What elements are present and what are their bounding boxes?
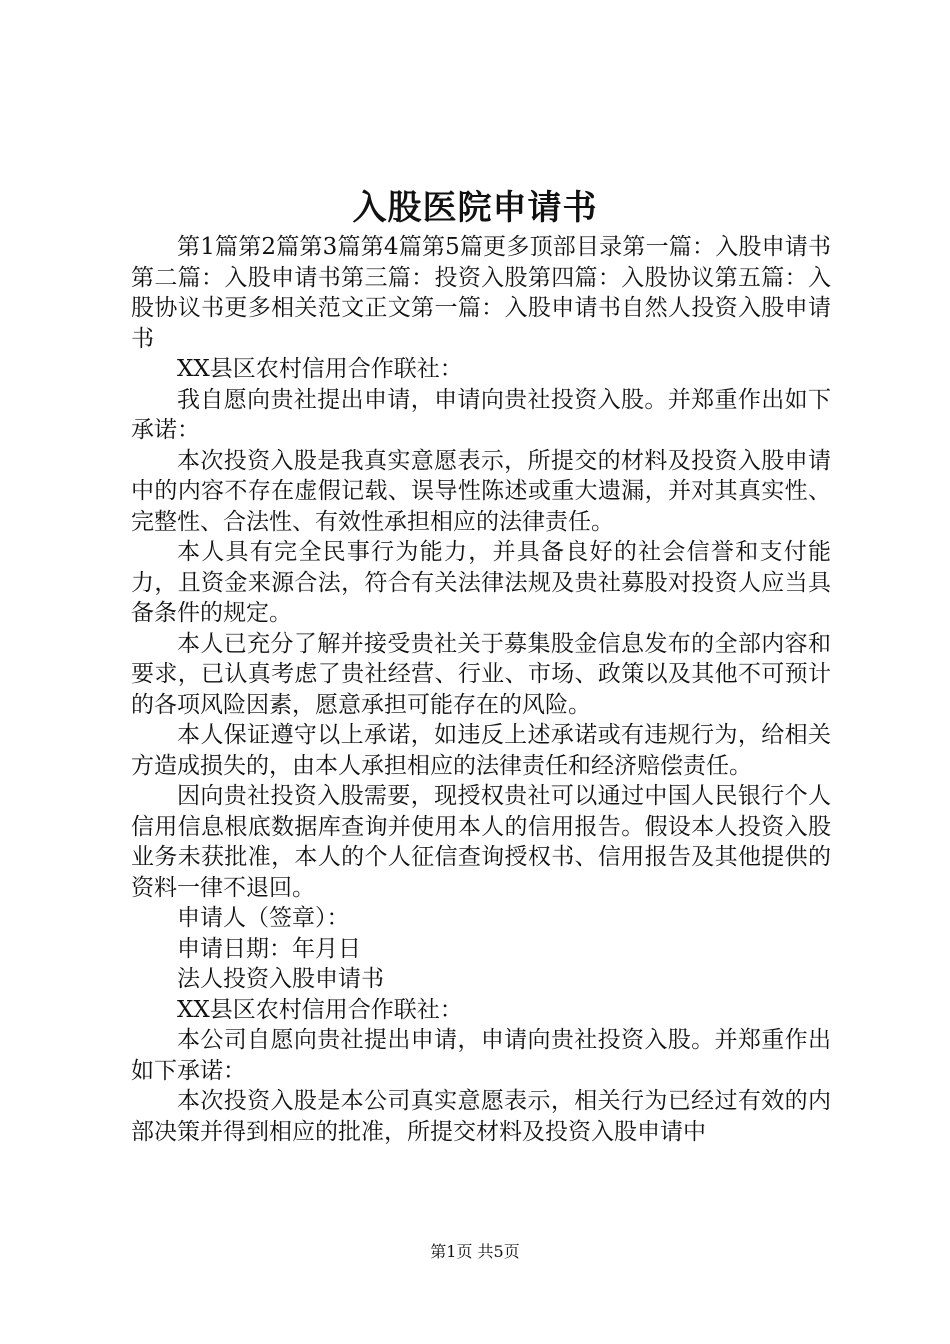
paragraph-commitment-1: 本次投资入股是我真实意愿表示，所提交的材料及投资入股申请中的内容不存在虚假记载、误导性陈述或重大遗漏，并对其真实性、完整性、合法性、有效性承担相应的法律责任。 xyxy=(131,447,831,535)
paragraph-authorization: 因向贵社投资入股需要，现授权贵社可以通过中国人民银行个人信用信息根底数据库查询并使用本人的信用报告。假设本人投资入股业务未获批准，本人的个人征信查询授权书、信用报告及其他提供的资料一律不退回。 xyxy=(131,783,831,901)
document-title: 入股医院申请书 xyxy=(352,188,598,228)
paragraph-application: 我自愿向贵社提出申请，申请向贵社投资入股。并郑重作出如下承诺： xyxy=(131,386,831,443)
paragraph-addressee-2: XX县区农村信用合作联社： xyxy=(177,996,463,1023)
paragraph-addressee: XX县区农村信用合作联社： xyxy=(177,356,463,382)
paragraph-commitment-4: 本人保证遵守以上承诺，如违反上述承诺或有违规行为，给相关方造成损失的，由本人承担相应的法律责任和经济赔偿责任。 xyxy=(131,722,831,779)
paragraph-commitment-2: 本人具有完全民事行为能力，并具备良好的社会信誉和支付能力，且资金来源合法，符合有关法律法规及贵社募股对投资人应当具备条件的规定。 xyxy=(131,539,831,626)
paragraph-section-heading: 法人投资入股申请书 xyxy=(177,966,384,992)
paragraph-company-application: 本公司自愿向贵社提出申请，申请向贵社投资入股。并郑重作出如下承诺： xyxy=(131,1027,831,1084)
paragraph-company-commitment: 本次投资入股是本公司真实意愿表示，相关行为已经过有效的内部决策并得到相应的批准，所提交材料及投资入股申请中 xyxy=(131,1088,831,1145)
paragraph-applicant-signature: 申请人（签章）： xyxy=(177,905,350,931)
document-body xyxy=(131,232,831,1147)
page-footer: 第1页 共5页 xyxy=(430,1242,520,1261)
paragraph-application-date: 申请日期：年月日 xyxy=(177,935,361,962)
paragraph-toc: 第1篇第2篇第3篇第4篇第5篇更多顶部目录第一篇：入股申请书第二篇：入股申请书第三篇：投资入股第四篇：入股协议第五篇：入股协议书更多相关范文正文第一篇：入股申请书自然人投资入股申请书 xyxy=(131,234,831,352)
paragraph-commitment-3: 本人已充分了解并接受贵社关于募集股金信息发布的全部内容和要求，已认真考虑了贵社经营、行业、市场、政策以及其他不可预计的各项风险因素，愿意承担可能存在的风险。 xyxy=(131,630,831,718)
